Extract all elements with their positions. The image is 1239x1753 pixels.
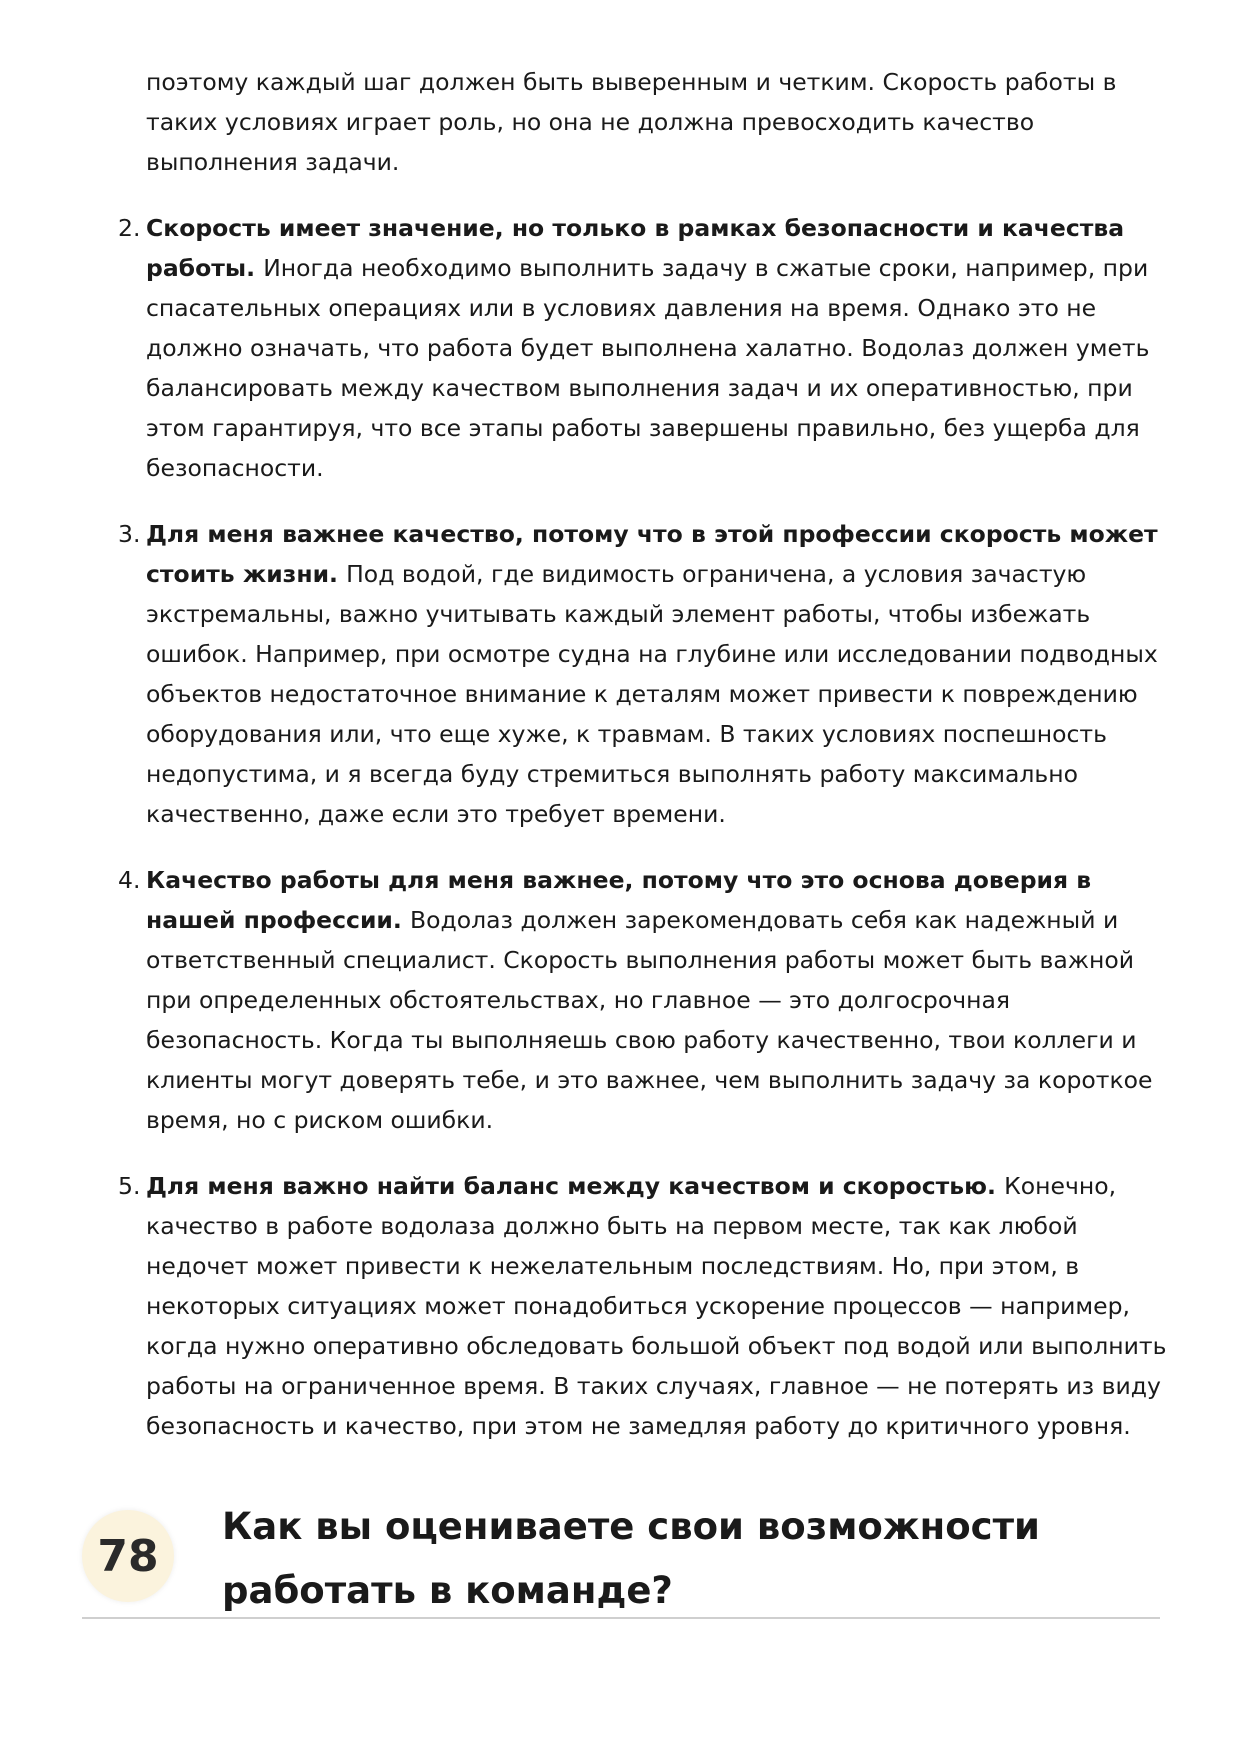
item-number: 3. (118, 520, 141, 548)
item-text: Водолаз должен зарекомендовать себя как надежный и ответственный специалист. Скорость выполнения работы может быть важной при определенных обстоятельствах, но главное — это долгосрочная безопасность. Когда ты выполняешь свою работу качественно, твои коллеги и клиенты могут доверять тебе, и это важнее, чем выполнить задачу за короткое время, но с риском ошибки. (146, 906, 1153, 1134)
item-lead: Для меня важно найти баланс между качеством и скоростью. (146, 1172, 1005, 1200)
item-text: Под водой, где видимость ограничена, а условия зачастую экстремальны, важно учитывать каждый элемент работы, чтобы избежать ошибок. Например, при осмотре судна на глубине или исследовании подводных объектов недостаточное внимание к деталям может привести к повреждению оборудования или, что еще хуже, к травмам. В таких условиях поспешность недопустима, и я всегда буду стремиться выполнять работу максимально качественно, даже если это требует времени. (146, 560, 1158, 828)
list-item (118, 860, 1171, 1140)
item-lead: Для меня важнее качество, потому что в этой профессии скорость может стоить жизни. (146, 520, 1158, 588)
item-number: 4. (118, 866, 141, 894)
question-number-badge: 78 (82, 1510, 174, 1602)
question-header (82, 1495, 1160, 1619)
item-text: Конечно, качество в работе водолаза должно быть на первом месте, так как любой недочет может привести к нежелательным последствиям. Но, при этом, в некоторых ситуациях может понадобиться ускорение процессов — например, когда нужно оперативно обследовать большой объект под водой или выполнить работы на ограниченное время. В таких случаях, главное — не потерять из виду безопасность и качество, при этом не замедляя работу до критичного уровня. (146, 1172, 1167, 1440)
list-item (118, 514, 1171, 834)
item-number: 2. (118, 214, 141, 242)
item-lead: Качество работы для меня важнее, потому что это основа доверия в нашей профессии. (146, 866, 1092, 934)
item-lead: Скорость имеет значение, но только в рамках безопасности и качества работы. (146, 214, 1125, 282)
list-item (118, 1166, 1171, 1446)
item-text: Иногда необходимо выполнить задачу в сжатые сроки, например, при спасательных операциях или в условиях давления на время. Однако это не должно означать, что работа будет выполнена халатно. Водолаз должен уметь балансировать между качеством выполнения задач и их оперативностью, при этом гарантируя, что все этапы работы завершены правильно, без ущерба для безопасности. (146, 254, 1150, 482)
answer-list (118, 62, 1171, 1446)
list-item (118, 208, 1171, 488)
intro-paragraph: поэтому каждый шаг должен быть выверенным и четким. Скорость работы в таких условиях играет роль, но она не должна превосходить качество выполнения задачи. (146, 68, 1117, 176)
question-title: Как вы оцениваете свои возможности работать в команде? (222, 1505, 1040, 1612)
item-number: 5. (118, 1172, 141, 1200)
